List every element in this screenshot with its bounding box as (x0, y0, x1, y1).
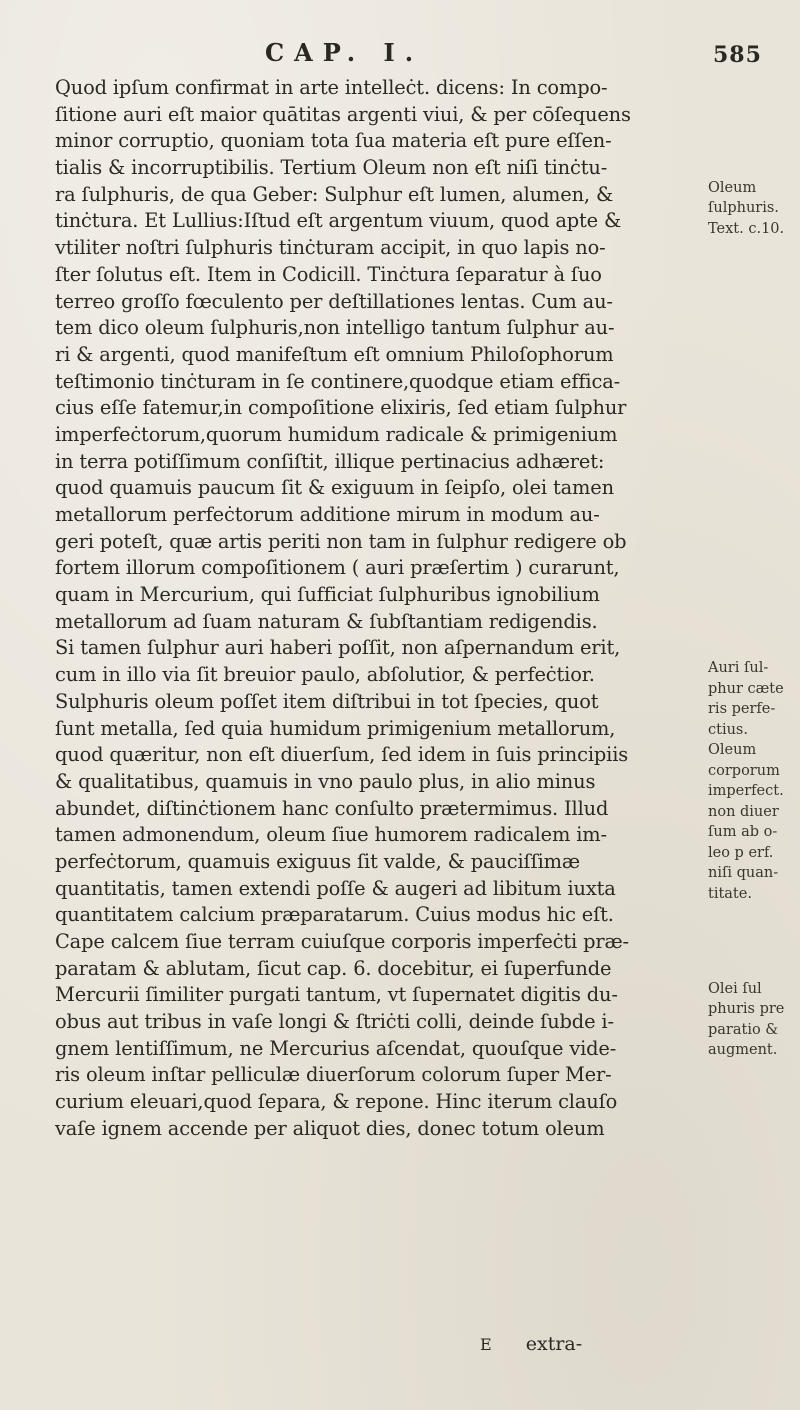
text-line: paratam & ablutam, ſicut cap. 6. docebitur, ei ſuperfunde (55, 956, 612, 980)
text-line: tialis & incorruptibilis. Tertium Oleum non eſt niſi tinċtu- (55, 156, 608, 180)
text-line: ri & argenti, quod manifeſtum eſt omnium Philoſophorum (55, 342, 614, 366)
text-line: ſter ſolutus eſt. Item in Codicill. Tinċtura ſeparatur à ſuo (55, 262, 602, 286)
margin-note-line: leo p erf. (708, 844, 774, 861)
margin-note-line: phur cæte (708, 680, 784, 697)
main-text-block (55, 75, 715, 1143)
text-line: ſitione auri eſt maior quātitas argenti viui, & per cōſequens (55, 102, 631, 126)
text-line: imperfeċtorum,quorum humidum radicale & primigenium (55, 422, 618, 446)
text-line: Cape calcem ſiue terram cuiuſque corporis imperfeċti præ- (55, 930, 629, 953)
margin-note-line: imperfect. (708, 783, 784, 800)
margin-note-line: augment. (708, 1042, 778, 1059)
text-line: tem dico oleum ſulphuris,non intelligo tantum ſulphur au- (55, 316, 615, 340)
text-line: ſunt metalla, ſed quia humidum primigenium metallorum, (55, 716, 616, 740)
text-line: Mercurii ſimiliter purgati tantum, vt ſupernatet digitis du- (55, 983, 618, 1007)
text-line: vaſe ignem accende per aliquot dies, donec totum oleum (55, 1116, 605, 1140)
margin-note-line: ris perfe- (708, 701, 776, 718)
text-line: cius eſſe fatemur,in compoſitione elixiris, ſed etiam ſulphur (55, 396, 627, 420)
margin-note-line: ſum ab o- (708, 824, 778, 841)
margin-note (708, 658, 798, 904)
text-line: & qualitatibus, quamuis in vno paulo plus, in alio minus (55, 769, 596, 793)
text-line: abundet, diſtinċtionem hanc conſulto prætermimus. Illud (55, 796, 609, 820)
margin-note-line: Oleum (708, 742, 757, 759)
margin-note-line: ctius. (708, 721, 748, 738)
margin-note-line: Oleum (708, 179, 757, 196)
text-line: ris oleum inſtar pelliculæ diuerſorum colorum ſuper Mer- (55, 1063, 612, 1087)
margin-note-line: non diuer (708, 803, 779, 820)
catchword: extra- (525, 1333, 583, 1355)
text-line: metallorum perfeċtorum additione mirum in modum au- (55, 503, 600, 526)
text-line: perfeċtorum, quamuis exiguus ſit valde, & pauciſſimæ (55, 849, 580, 873)
text-line: curium eleuari,quod ſepara, & repone. Hinc iterum clauſo (55, 1090, 618, 1114)
text-line: obus aut tribus in vaſe longi & ſtriċti colli, deinde ſubde i- (55, 1010, 614, 1034)
text-line: tinċtura. Et Lullius:Iſtud eſt argentum viuum, quod apte & (55, 209, 622, 233)
text-line: ra ſulphuris, de qua Geber: Sulphur eſt lumen, alumen, & (55, 182, 614, 206)
text-line: teſtimonio tinċturam in ſe continere,quodque etiam effica- (55, 369, 620, 393)
margin-note-line: Text. c.10. (708, 220, 785, 237)
page-number: 585 (713, 42, 762, 68)
text-line: tamen admonendum, oleum ſiue humorem radicalem im- (55, 823, 607, 847)
text-line: cum in illo via ſit breuior paulo, abſolutior, & perfeċtior. (55, 663, 595, 687)
text-line: terreo groſſo fœculento per deſtillationes lentas. Cum au- (55, 289, 613, 313)
text-line: in terra potiſſimum conſiſtit, illique pertinacius adhæret: (55, 449, 605, 473)
margin-note-line: titate. (708, 885, 752, 902)
text-line: quod quamuis paucum ſit & exiguum in ſeipſo, olei tamen (55, 476, 614, 500)
text-line: Quod ipſum confirmat in arte intelleċt. dicens: In compo- (55, 76, 608, 99)
margin-note-line: ſulphuris. (708, 200, 779, 217)
margin-note-line: phuris pre (708, 1001, 785, 1018)
margin-note (708, 178, 798, 240)
margin-note-line: Olei ſul (708, 980, 762, 997)
margin-note-line: niſi quan- (708, 865, 779, 882)
text-line: vtiliter noſtri ſulphuris tinċturam accipit, in quo lapis no- (55, 236, 606, 260)
page-header (0, 38, 800, 68)
text-line: geri poteſt, quæ artis periti non tam in ſulphur redigere ob (55, 529, 627, 553)
margin-note (708, 979, 798, 1061)
signature-mark: E (480, 1335, 492, 1354)
margin-note-line: corporum (708, 762, 780, 779)
running-head: CAP. I. (265, 38, 424, 67)
text-line: minor corruptio, quoniam tota ſua materia eſt pure eſſen- (55, 129, 612, 153)
text-line: metallorum ad ſuam naturam & ſubſtantiam redigendis. (55, 609, 598, 633)
text-line: gnem lentiſſimum, ne Mercurius aſcendat, quouſque vide- (55, 1036, 617, 1060)
text-line: quod quæritur, non eſt diuerſum, ſed idem in ſuis principiis (55, 743, 629, 767)
text-line: fortem illorum compoſitionem ( auri præſertim ) curarunt, (55, 556, 620, 580)
catchword-line (480, 1333, 582, 1355)
margin-note-line: Auri ſul- (708, 660, 769, 677)
text-line: quantitatis, tamen extendi poſſe & augeri ad libitum iuxta (55, 876, 616, 900)
margin-note-line: paratio & (708, 1021, 779, 1038)
text-line: Sulphuris oleum poſſet item diſtribui in tot ſpecies, quot (55, 689, 599, 713)
text-line: Si tamen ſulphur auri haberi poſſit, non aſpernandum erit, (55, 636, 621, 660)
text-line: quam in Mercurium, qui ſufficiat ſulphuribus ignobilium (55, 583, 600, 607)
text-line: quantitatem calcium præparatarum. Cuius modus hic eſt. (55, 903, 614, 927)
